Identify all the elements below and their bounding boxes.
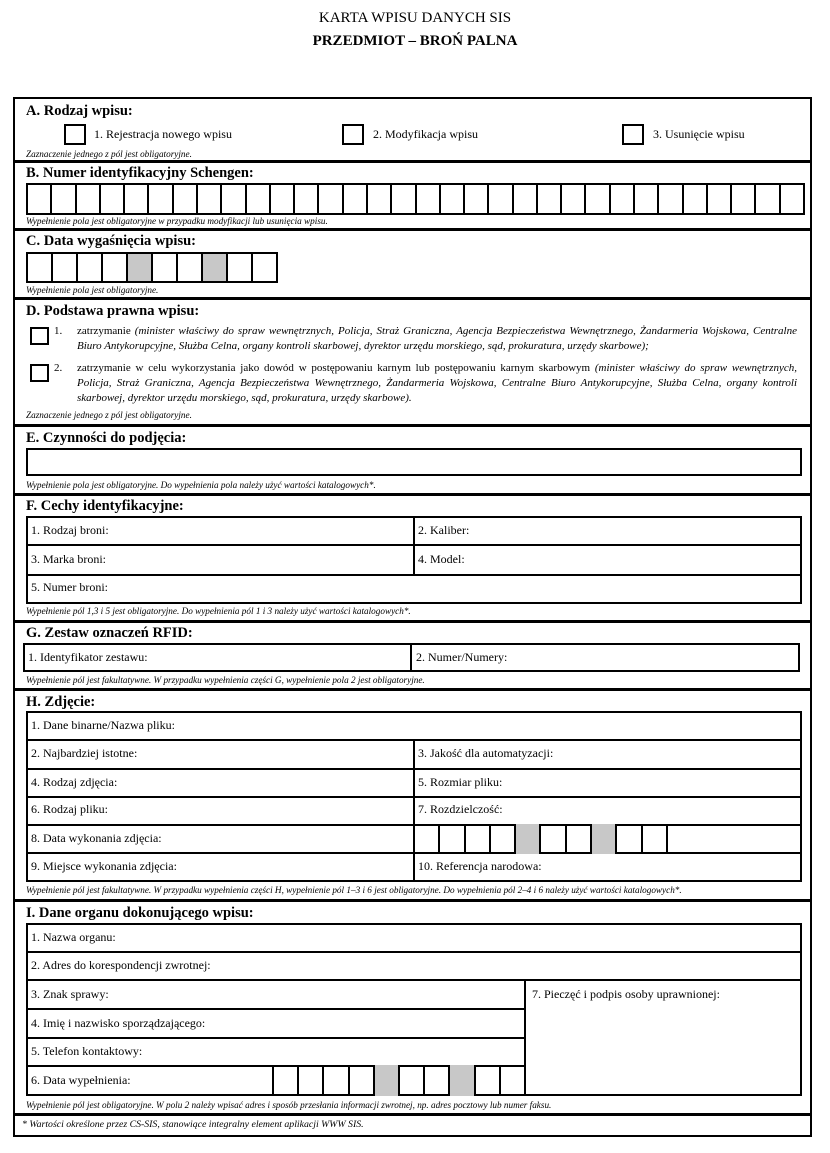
schengen-id-field[interactable] <box>26 183 805 215</box>
character-cell[interactable] <box>659 185 683 213</box>
divider <box>13 620 812 623</box>
character-cell[interactable] <box>153 254 178 281</box>
character-cell[interactable] <box>611 185 635 213</box>
section-c-title: C. Data wygaśnięcia wpisu: <box>26 233 196 249</box>
character-cell[interactable] <box>350 1065 375 1096</box>
character-cell[interactable] <box>516 824 541 854</box>
authority-name-field[interactable]: 1. Nazwa organu: <box>31 930 116 944</box>
character-cell[interactable] <box>28 185 52 213</box>
character-cell[interactable] <box>514 185 538 213</box>
national-reference-field[interactable]: 10. Referencja narodowa: <box>418 859 542 873</box>
character-cell[interactable] <box>617 824 642 854</box>
col-divider <box>413 739 415 882</box>
section-a-note: Zaznaczenie jednego z pól jest obligatoryjne. <box>26 149 192 159</box>
stamp-signature-field[interactable]: 7. Pieczęć i podpis osoby uprawnionej: <box>532 987 720 1001</box>
character-cell[interactable] <box>538 185 562 213</box>
row-divider <box>26 1008 526 1010</box>
character-cell[interactable] <box>28 254 53 281</box>
character-cell[interactable] <box>567 824 592 854</box>
character-cell[interactable] <box>415 824 440 854</box>
section-b-note: Wypełnienie pola jest obligatoryjne w przypadku modyfikacji lub usunięcia wpisu. <box>26 216 328 226</box>
character-cell[interactable] <box>299 1065 324 1096</box>
rfid-numbers-field[interactable]: 2. Numer/Numery: <box>416 650 508 664</box>
expiry-date-field[interactable] <box>26 252 278 283</box>
character-cell[interactable] <box>222 185 246 213</box>
character-cell[interactable] <box>756 185 780 213</box>
character-cell[interactable] <box>344 185 368 213</box>
file-size-field[interactable]: 5. Rozmiar pliku: <box>418 775 503 789</box>
weapon-number-field[interactable]: 5. Numer broni: <box>31 580 108 594</box>
character-cell[interactable] <box>271 185 295 213</box>
character-cell[interactable] <box>247 185 271 213</box>
weapon-type-field[interactable]: 1. Rodzaj broni: <box>31 523 109 537</box>
checkbox-new-entry[interactable] <box>64 124 86 145</box>
character-cell[interactable] <box>501 1065 526 1096</box>
character-cell[interactable] <box>101 185 125 213</box>
divider <box>13 493 812 496</box>
row-divider <box>26 979 802 981</box>
form-title: KARTA WPISU DANYCH SIS <box>318 10 512 26</box>
character-cell[interactable] <box>174 185 198 213</box>
character-cell[interactable] <box>125 185 149 213</box>
section-e-title: E. Czynności do podjęcia: <box>26 430 187 446</box>
section-i-note: Wypełnienie pól jest obligatoryjne. W polu 2 należy wpisać adres i sposób przesłania informacji zwrotnej, np. adres pocztowy lub numer faksu. <box>26 1100 552 1110</box>
character-cell[interactable] <box>417 185 441 213</box>
section-a-title: A. Rodzaj wpisu: <box>26 103 133 119</box>
photo-date-field[interactable] <box>413 824 668 854</box>
character-cell[interactable] <box>149 185 173 213</box>
model-field[interactable]: 4. Model: <box>418 552 465 566</box>
section-f-note: Wypełnienie pól 1,3 i 5 jest obligatoryjne. Do wypełnienia pól 1 i 3 należy użyć wartości katalogowych*. <box>26 606 411 616</box>
actions-field[interactable] <box>26 448 802 476</box>
basis-2-number: 2. <box>54 362 63 374</box>
character-cell[interactable] <box>77 185 101 213</box>
divider <box>13 1113 812 1116</box>
character-cell[interactable] <box>78 254 103 281</box>
option-modify-entry-label: 2. Modyfikacja wpisu <box>373 127 478 141</box>
divider <box>13 160 812 163</box>
character-cell[interactable] <box>400 1065 425 1096</box>
most-relevant-field[interactable]: 2. Najbardziej istotne: <box>31 746 138 760</box>
character-cell[interactable] <box>441 185 465 213</box>
photo-place-field[interactable]: 9. Miejsce wykonania zdjęcia: <box>31 859 177 873</box>
option-delete-entry-label: 3. Usunięcie wpisu <box>653 127 745 141</box>
section-f-title: F. Cechy identyfikacyjne: <box>26 498 184 514</box>
character-cell[interactable] <box>324 1065 349 1096</box>
section-h-title: H. Zdjęcie: <box>26 694 96 710</box>
section-e-note: Wypełnienie pola jest obligatoryjne. Do wypełnienia pola należy użyć wartości katalogowych*. <box>26 480 376 490</box>
section-i-title: I. Dane organu dokonującego wpisu: <box>26 905 254 921</box>
character-cell[interactable] <box>781 185 805 213</box>
checkbox-delete-entry[interactable] <box>622 124 644 145</box>
fill-date-field[interactable] <box>272 1065 526 1096</box>
character-cell[interactable] <box>368 185 392 213</box>
character-cell[interactable] <box>465 185 489 213</box>
row-divider <box>26 1037 526 1039</box>
character-cell[interactable] <box>128 254 153 281</box>
character-cell[interactable] <box>198 185 222 213</box>
footer-note: * Wartości określone przez CS-SIS, stanowiące integralny element aplikacji WWW SIS. <box>22 1119 364 1130</box>
form-subtitle: PRZEDMIOT – BROŃ PALNA <box>312 33 518 49</box>
basis-2-text: zatrzymanie w celu wykorzystania jako dowód w postępowaniu karnym lub postępowaniu karnym skarbowym (minister właściwy do spraw wewnętrznych, Policja, Straż Graniczna, Agencja Bezpieczeństwa Wewnętrznego, Żandarmeria Wojskowa, Centralne Biuro Antykorupcyjne, Służba Celna, organy kontroli skarbowej, dyrektor urzędu morskiego, sąd, prokuratura, urzędy skarbowe). <box>77 362 797 404</box>
rfid-set-id-field[interactable]: 1. Identyfikator zestawu: <box>28 650 148 664</box>
character-cell[interactable] <box>295 185 319 213</box>
col-divider <box>413 516 415 575</box>
character-cell[interactable] <box>440 824 465 854</box>
character-cell[interactable] <box>203 254 228 281</box>
character-cell[interactable] <box>53 254 78 281</box>
contact-phone-field[interactable]: 5. Telefon kontaktowy: <box>31 1044 143 1058</box>
character-cell[interactable] <box>684 185 708 213</box>
character-cell[interactable] <box>425 1065 450 1096</box>
character-cell[interactable] <box>103 254 128 281</box>
checkbox-basis-2[interactable] <box>30 364 49 382</box>
section-h-note: Wypełnienie pól jest fakultatywne. W przypadku wypełnienia części H, wypełnienie pól 1–3 i 6 jest obligatoryjne. Do wypełnienia pól 2–4 i 6 należy użyć wartości katalogowych*. <box>26 885 682 895</box>
basis-1-text: zatrzymanie (minister właściwy do spraw wewnętrznych, Policja, Straż Graniczna, Agencja Bezpieczeństwa Wewnętrznego, Żandarmeria Wojskowa, Centralne Biuro Antykorupcyjne, Służba Celna, organy kontroli skarbowej, dyrektor urzędu morskiego, sąd, prokuratura, urzędy skarbowe); <box>77 325 797 352</box>
section-d-title: D. Podstawa prawna wpisu: <box>26 303 200 319</box>
character-cell[interactable] <box>274 1065 299 1096</box>
character-cell[interactable] <box>476 1065 501 1096</box>
photo-date-label: 8. Data wykonania zdjęcia: <box>31 831 162 845</box>
character-cell[interactable] <box>392 185 416 213</box>
caliber-field[interactable]: 2. Kaliber: <box>418 523 470 537</box>
divider <box>13 228 812 231</box>
file-type-field[interactable]: 6. Rodzaj pliku: <box>31 802 108 816</box>
checkbox-basis-1[interactable] <box>30 327 49 345</box>
section-d-note: Zaznaczenie jednego z pól jest obligatoryjne. <box>26 410 192 420</box>
divider <box>13 424 812 427</box>
character-cell[interactable] <box>228 254 253 281</box>
col-divider <box>410 643 412 672</box>
character-cell[interactable] <box>541 824 566 854</box>
option-new-entry-label: 1. Rejestracja nowego wpisu <box>94 127 232 141</box>
section-g-title: G. Zestaw oznaczeń RFID: <box>26 625 193 641</box>
divider <box>13 297 812 300</box>
character-cell[interactable] <box>592 824 617 854</box>
binary-data-field[interactable]: 1. Dane binarne/Nazwa pliku: <box>31 718 175 732</box>
character-cell[interactable] <box>319 185 343 213</box>
character-cell[interactable] <box>562 185 586 213</box>
section-c-note: Wypełnienie pola jest obligatoryjne. <box>26 285 159 295</box>
character-cell[interactable] <box>586 185 610 213</box>
character-cell[interactable] <box>52 185 76 213</box>
section-g-note: Wypełnienie pól jest fakultatywne. W przypadku wypełnienia części G, wypełnienie pola 2 jest obligatoryjne. <box>26 675 425 685</box>
character-cell[interactable] <box>253 254 278 281</box>
character-cell[interactable] <box>732 185 756 213</box>
preparer-name-field[interactable]: 4. Imię i nazwisko sporządzającego: <box>31 1016 206 1030</box>
character-cell[interactable] <box>178 254 203 281</box>
checkbox-modify-entry[interactable] <box>342 124 364 145</box>
character-cell[interactable] <box>635 185 659 213</box>
weapon-brand-field[interactable]: 3. Marka broni: <box>31 552 106 566</box>
character-cell[interactable] <box>491 824 516 854</box>
divider <box>13 899 812 902</box>
basis-1-number: 1. <box>54 325 63 337</box>
character-cell[interactable] <box>643 824 668 854</box>
case-reference-field[interactable]: 3. Znak sprawy: <box>31 987 109 1001</box>
character-cell[interactable] <box>489 185 513 213</box>
row-divider <box>26 951 802 953</box>
character-cell[interactable] <box>708 185 732 213</box>
photo-type-field[interactable]: 4. Rodzaj zdjęcia: <box>31 775 118 789</box>
character-cell[interactable] <box>375 1065 400 1096</box>
character-cell[interactable] <box>450 1065 475 1096</box>
return-address-field[interactable]: 2. Adres do korespondencji zwrotnej: <box>31 958 211 972</box>
resolution-field[interactable]: 7. Rozdzielczość: <box>418 802 503 816</box>
character-cell[interactable] <box>466 824 491 854</box>
section-b-title: B. Numer identyfikacyjny Schengen: <box>26 165 254 181</box>
automation-quality-field[interactable]: 3. Jakość dla automatyzacji: <box>418 746 554 760</box>
fill-date-label: 6. Data wypełnienia: <box>31 1073 131 1087</box>
divider <box>13 688 812 691</box>
